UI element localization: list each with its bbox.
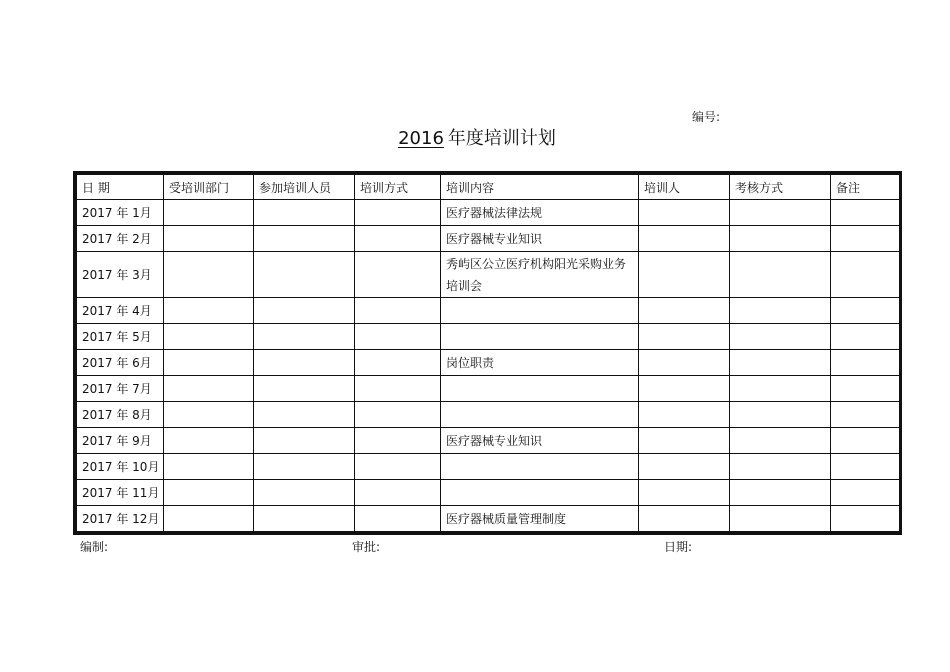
department-cell	[164, 402, 254, 428]
participants-cell	[254, 324, 355, 350]
trainer-cell	[639, 428, 730, 454]
notes-cell	[831, 402, 900, 428]
assessment-cell	[730, 402, 831, 428]
participants-cell	[254, 428, 355, 454]
trainer-cell	[639, 226, 730, 252]
header-content: 培训内容	[441, 175, 639, 200]
date-cell: 2017 年 3月	[77, 252, 164, 298]
content-cell	[441, 298, 639, 324]
department-cell	[164, 480, 254, 506]
assessment-cell	[730, 200, 831, 226]
method-cell	[355, 402, 441, 428]
table-row	[77, 324, 900, 350]
trainer-cell	[639, 200, 730, 226]
trainer-cell	[639, 506, 730, 532]
department-cell	[164, 252, 254, 298]
table-body	[77, 200, 900, 532]
participants-cell	[254, 402, 355, 428]
trainer-cell	[639, 454, 730, 480]
date-cell: 2017 年 4月	[77, 298, 164, 324]
notes-cell	[831, 252, 900, 298]
method-cell	[355, 200, 441, 226]
method-cell	[355, 428, 441, 454]
participants-cell	[254, 376, 355, 402]
participants-cell	[254, 350, 355, 376]
header-method: 培训方式	[355, 175, 441, 200]
header-date: 日 期	[77, 175, 164, 200]
assessment-cell	[730, 480, 831, 506]
header-assessment: 考核方式	[730, 175, 831, 200]
notes-cell	[831, 480, 900, 506]
assessment-cell	[730, 350, 831, 376]
notes-cell	[831, 506, 900, 532]
table-row	[77, 402, 900, 428]
method-cell	[355, 454, 441, 480]
participants-cell	[254, 506, 355, 532]
participants-cell	[254, 454, 355, 480]
department-cell	[164, 350, 254, 376]
table-row	[77, 350, 900, 376]
prepared-by-label: 编制:	[80, 540, 109, 554]
assessment-cell	[730, 428, 831, 454]
table-row	[77, 506, 900, 532]
title-year: 2016	[398, 128, 444, 149]
trainer-cell	[639, 324, 730, 350]
serial-number-label: 编号:	[692, 110, 721, 124]
participants-cell	[254, 298, 355, 324]
method-cell	[355, 252, 441, 298]
training-plan-table	[73, 171, 902, 535]
participants-cell	[254, 226, 355, 252]
method-cell	[355, 226, 441, 252]
assessment-cell	[730, 324, 831, 350]
method-cell	[355, 480, 441, 506]
notes-cell	[831, 350, 900, 376]
method-cell	[355, 376, 441, 402]
assessment-cell	[730, 454, 831, 480]
date-cell: 2017 年 5月	[77, 324, 164, 350]
method-cell	[355, 324, 441, 350]
notes-cell	[831, 454, 900, 480]
department-cell	[164, 454, 254, 480]
method-cell	[355, 298, 441, 324]
department-cell	[164, 506, 254, 532]
date-cell: 2017 年 12月	[77, 506, 164, 532]
notes-cell	[831, 298, 900, 324]
date-cell: 2017 年 2月	[77, 226, 164, 252]
date-cell: 2017 年 10月	[77, 454, 164, 480]
notes-cell	[831, 200, 900, 226]
assessment-cell	[730, 252, 831, 298]
department-cell	[164, 298, 254, 324]
content-cell: 医疗器械法律法规	[441, 200, 639, 226]
title-text: 年度培训计划	[447, 128, 556, 149]
content-cell: 医疗器械专业知识	[441, 226, 639, 252]
content-cell	[441, 324, 639, 350]
participants-cell	[254, 480, 355, 506]
table-row	[77, 252, 900, 298]
trainer-cell	[639, 376, 730, 402]
content-cell: 医疗器械质量管理制度	[441, 506, 639, 532]
assessment-cell	[730, 506, 831, 532]
date-cell: 2017 年 1月	[77, 200, 164, 226]
content-cell	[441, 402, 639, 428]
date-cell: 2017 年 7月	[77, 376, 164, 402]
trainer-cell	[639, 402, 730, 428]
notes-cell	[831, 376, 900, 402]
assessment-cell	[730, 226, 831, 252]
table-row	[77, 428, 900, 454]
method-cell	[355, 506, 441, 532]
table-row	[77, 376, 900, 402]
notes-cell	[831, 226, 900, 252]
trainer-cell	[639, 480, 730, 506]
department-cell	[164, 226, 254, 252]
header-trainer: 培训人	[639, 175, 730, 200]
content-cell	[441, 376, 639, 402]
participants-cell	[254, 200, 355, 226]
trainer-cell	[639, 252, 730, 298]
page-title	[0, 124, 950, 150]
notes-cell	[831, 324, 900, 350]
department-cell	[164, 428, 254, 454]
trainer-cell	[639, 350, 730, 376]
approved-by-label: 审批:	[352, 540, 381, 554]
department-cell	[164, 200, 254, 226]
content-cell	[441, 480, 639, 506]
participants-cell	[254, 252, 355, 298]
table-header-row	[77, 175, 900, 200]
table-row	[77, 454, 900, 480]
header-department: 受培训部门	[164, 175, 254, 200]
table-row	[77, 480, 900, 506]
assessment-cell	[730, 298, 831, 324]
notes-cell	[831, 428, 900, 454]
table-row	[77, 200, 900, 226]
header-participants: 参加培训人员	[254, 175, 355, 200]
content-cell: 岗位职责	[441, 350, 639, 376]
department-cell	[164, 324, 254, 350]
table-row	[77, 226, 900, 252]
header-notes: 备注	[831, 175, 900, 200]
department-cell	[164, 376, 254, 402]
date-cell: 2017 年 6月	[77, 350, 164, 376]
method-cell	[355, 350, 441, 376]
content-cell: 秀屿区公立医疗机构阳光采购业务培训会	[441, 252, 639, 298]
content-cell	[441, 454, 639, 480]
table-row	[77, 298, 900, 324]
assessment-cell	[730, 376, 831, 402]
date-label: 日期:	[664, 540, 693, 554]
date-cell: 2017 年 8月	[77, 402, 164, 428]
date-cell: 2017 年 9月	[77, 428, 164, 454]
content-cell: 医疗器械专业知识	[441, 428, 639, 454]
date-cell: 2017 年 11月	[77, 480, 164, 506]
trainer-cell	[639, 298, 730, 324]
